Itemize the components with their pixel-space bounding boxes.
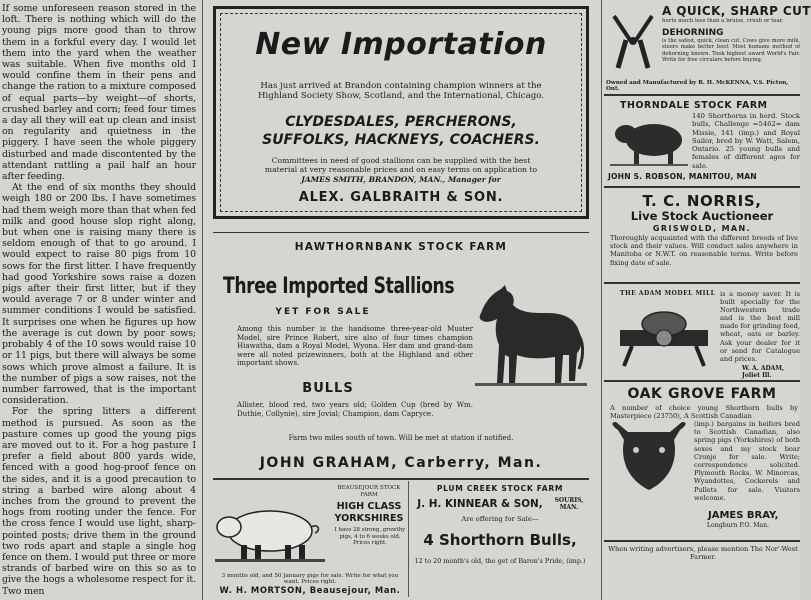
farm-name: HAWTHORNBANK STOCK FARM xyxy=(294,241,508,253)
location: GRISWOLD, MAN. xyxy=(652,224,752,233)
ad-body: Allister, blood red, two years old; Golden Cup (bred by Wm. Duthie, Collynie), sire Jovial; Champion, dam Capryce. xyxy=(237,400,473,418)
product-name: DEHORNING xyxy=(662,28,724,38)
ad-body: Has just arrived at Brandon containing champion winners at the Highland Society Show, Scotland, and the International, Chicago. xyxy=(258,81,544,102)
ad-footer: Owned and Manufactured by R. H. McKENNA, V.S. Picton, Ont. xyxy=(606,80,789,92)
horse-illustration-icon xyxy=(475,283,587,389)
article-paragraph: At the end of six months they should weigh 180 or 200 lbs. I have sometimes had them weigh more than that when fed milk and good house slop right along, but when one is raising many there is seldom enough of that to go around. I would expect to raise 80 pigs from 10 sows for the first litter. I have frequently had good Yorkshire sows raise a dozen pigs after their first litter, but if they would average 7 or 8 under winter and summer conditions I would be satisfied. It surprises one when he figures up how the average is cut down by poor sows; probably 4 of the 10 sows would raise 10 or 11 pigs, but there will always be some sows which prove almost a failure. It is the number of pigs a sow raises, not the number farrowed, that is the important consideration. xyxy=(2,182,196,407)
manager-line: JAMES SMITH, BRANDON, MAN., Manager for xyxy=(301,175,501,184)
page-footer: When writing advertisers, please mention The Nor'-West Farmer. xyxy=(608,545,798,561)
ad-headline: Three Imported Stallions xyxy=(223,274,455,299)
section-divider xyxy=(604,540,800,542)
section-divider xyxy=(604,186,800,188)
cow-illustration-icon xyxy=(610,114,688,168)
section-divider xyxy=(604,282,800,284)
ad-body: (imp.) bargains in heifers bred to Scottish Canadian, also spring pigs (Yorkshires) of both sexes and my stock boar Cronje for sale. Write; correspondence solicited. Plymouth Rocks, W. Minorcas, Wyandottes, Cockerels and Pullets for sale. Visitors welcome. xyxy=(694,420,800,502)
ad-title: A QUICK, SHARP CUT xyxy=(662,4,811,18)
new-importation-ad xyxy=(213,6,589,219)
breeds-line: SUFFOLKS, HACKNEYS, COACHERS. xyxy=(262,132,540,148)
section-divider xyxy=(213,478,589,480)
article-paragraph: For the spring litters a different method is pursued. As soon as the pasture comes up good the young pigs are moved out to it. For a hog pasture I prefer a field about 800 yards wide, fenced with a good hog-proof fence on the sides, and it is a good precaution to string a barbed wire along about 4 inches from the ground to prevent the hogs from rooting under the fence. For the cross fence I would use light, sharp-pointed posts; drive them in the ground two rods apart and staple a single hog fence on them. I would put three or more strands of barbed wire on this so as to give the hogs a wholesome respect for it. Two men xyxy=(2,406,196,597)
auctioneer-name: T. C. NORRIS, xyxy=(642,192,762,210)
ad-headline: 4 Shorthorn Bulls, xyxy=(423,531,577,549)
ad-title: New Importation xyxy=(255,27,547,62)
ad-signature: W. H. MORTSON, Beausejour, Man. xyxy=(219,585,401,595)
section-divider xyxy=(604,380,800,382)
ad-body: I have 28 strong, growthy pigs, 4 to 6 weeks old. Prices right. xyxy=(334,527,406,547)
ad-body: Thoroughly acquainted with the different breeds of live stock and their values. Will conduct sales anywhere in Manitoba or N.W.T. on reasonable terms. Write before fixing date of sale. xyxy=(610,234,798,267)
ad-divider xyxy=(408,481,409,597)
middle-column xyxy=(205,0,600,600)
owner-name: J. H. KINNEAR & SON, xyxy=(417,498,543,510)
ad-subtitle: hurts much less than a bruise, crush or tear. xyxy=(662,18,784,24)
ad-body: Among this number is the handsome three-year-old Muster Model, sire Prince Robert, sire also of four times champion Hiawatha, dam a Royal Model, Wyona. Her dam and grand-dam were all noted prizewinners, both at the Highland and other important shows. xyxy=(237,324,473,368)
ad-signature: JOHN GRAHAM, Carberry, Man. xyxy=(259,455,543,471)
bull-head-icon xyxy=(608,420,690,492)
ad-body: 3 months old, and 50 January pigs for sale. Write for what you want. Prices right. xyxy=(221,573,399,585)
right-column xyxy=(604,0,811,600)
ad-body: 12 to 20 month's old, the get of Baron's Pride, (imp.) xyxy=(414,557,586,565)
sale-line: YET FOR SALE xyxy=(275,307,371,317)
ad-body: 140 Shorthorns in herd. Stock bulls, Challenge =5462= dam Missie, 141 (imp.) and Royal Sailor, bred by W. Watt, Salem, Ontario. 25 young bulls and females of different ages for sale. xyxy=(692,112,800,170)
article-paragraph: If some unforeseen reason stored in the loft. There is nothing which will do the young pigs more good than to throw them in a forkful every day. I would let them into the yard when the weather was suitable. When five months old I would confine them in their pens and change the ration to a mixture composed of equal parts—by weight—of shorts, crushed barley and corn; feed four times a day all they will eat up clean and insist on regularity and quietness in the piggery. I have seen the whole piggery disturbed and made discontented by the attendant rattling a pail half an hour after feeding. xyxy=(2,3,196,183)
article-column xyxy=(0,0,200,597)
hawthornbank-ad xyxy=(213,232,589,476)
feed-mill-icon xyxy=(612,300,716,368)
column-divider xyxy=(202,0,203,600)
plum-creek-ad xyxy=(411,481,589,597)
ad-body: is the safest, quick, clean cut. Cows give more milk, steers make better beef. Most humane method of dehorning known. Took highest award World's Fair. Write for free circulars before buying. xyxy=(662,38,800,64)
farm-note: Farm two miles south of town. Will be met at station if notified. xyxy=(288,434,514,442)
farm-name: PLUM CREEK STOCK FARM xyxy=(436,484,564,493)
product-name: THE ADAM MODEL MILL xyxy=(620,290,716,297)
dehorner-tool-icon xyxy=(608,10,658,72)
ad-headline xyxy=(331,501,407,525)
ad-signature: W. A. ADAM, Joliet Ill. xyxy=(742,365,785,379)
ad-body: is a money saver. It is built specially for the Northwestern trade and is the best mill made for grinding feed, wheat, oats or barley. Ask your dealer for it or send for Catalogue and prices. xyxy=(720,290,800,363)
section-divider xyxy=(604,94,800,96)
column-divider xyxy=(601,0,602,600)
headline-line: YORKSHIRES xyxy=(334,513,404,524)
headline-line: HIGH CLASS xyxy=(336,501,402,512)
auctioneer-role: Live Stock Auctioneer xyxy=(630,209,774,223)
ad-signature: JOHN S. ROBSON, MANITOU, MAN xyxy=(608,172,757,181)
bulls-heading: BULLS xyxy=(302,381,354,396)
ad-signature: JAMES BRAY, xyxy=(708,510,779,521)
breeds-list xyxy=(216,113,586,149)
quick-sharp-cut-ad xyxy=(604,0,811,94)
ad-signature: ALEX. GALBRAITH & SON. xyxy=(298,190,504,205)
location: SOURIS, MAN. xyxy=(554,497,584,511)
pig-illustration-icon xyxy=(215,501,325,563)
ad-body: Committees in need of good stallions can be supplied with the best material at very reasonable prices and on easy terms on application to xyxy=(264,156,538,175)
mortson-ad xyxy=(213,481,407,597)
offer-line: Are offering for Sale— xyxy=(461,515,539,523)
farm-name: BEAUSEJOUR STOCK FARM xyxy=(337,485,401,498)
farm-name: THORNDALE STOCK FARM xyxy=(620,100,768,111)
ad-body: A number of choice young Shorthorn bulls by Masterpiece (23750), A Scottish Canadian xyxy=(610,404,798,421)
farm-name: OAK GROVE FARM xyxy=(627,386,777,402)
breeds-line: CLYDESDALES, PERCHERONS, xyxy=(285,114,517,130)
address: Longburn P.O. Man. xyxy=(706,522,770,529)
